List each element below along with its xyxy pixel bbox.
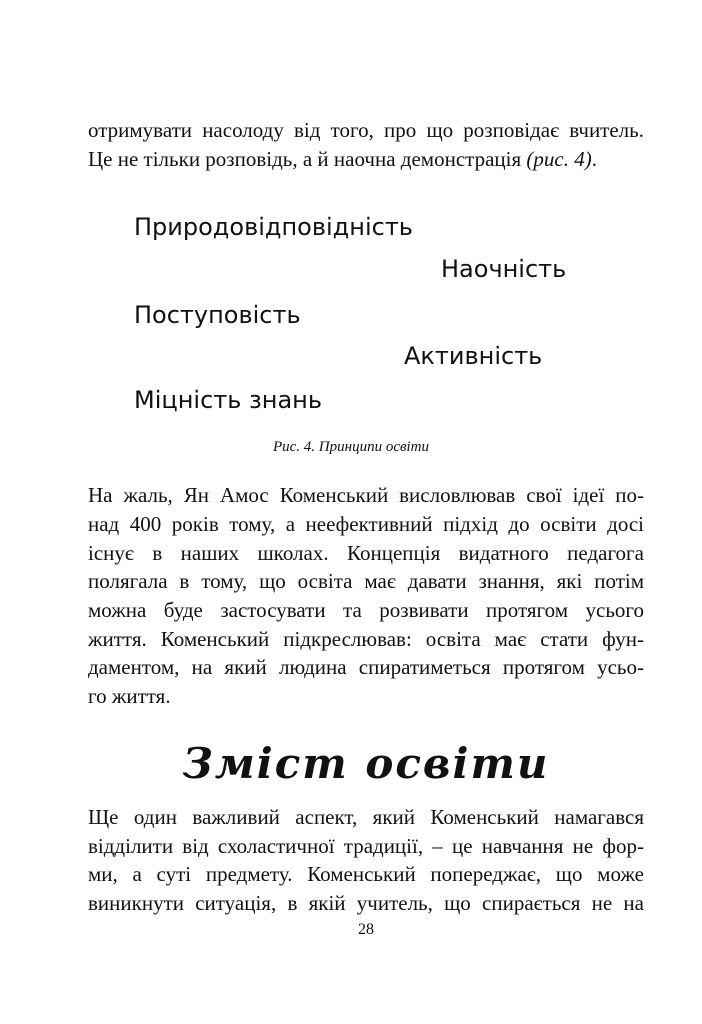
paragraph-line: життя. Коменський підкреслював: освіта має стати фун- bbox=[88, 627, 644, 651]
paragraph-line: відділити від схоластичної традиції, – це навчання не фор- bbox=[88, 834, 644, 858]
paragraph-line: існує в наших школах. Концепція видатного педагога bbox=[88, 541, 644, 565]
paragraph-line: над 400 років тому, а неефективний підхід до освіти досі bbox=[88, 512, 644, 536]
intro-line-2-text: Це не тільки розповідь, а й наочна демонстрація bbox=[88, 147, 527, 171]
intro-line-1: отримувати насолоду від того, про що розповідає вчитель. bbox=[88, 118, 644, 142]
paragraph-line: виникнути ситуація, в якій учитель, що спирається не на bbox=[88, 891, 644, 915]
paragraph-line: го життя. bbox=[88, 684, 171, 708]
paragraph-line: можна буде застосувати та розвивати протягом усього bbox=[88, 598, 644, 622]
principle-naturalness: Природовідповідність bbox=[134, 213, 413, 241]
figure-caption: Рис. 4. Принципи освіти bbox=[272, 439, 429, 455]
intro-line-2-end: . bbox=[591, 147, 597, 171]
paragraph-line: Ще один важливий аспект, який Коменський намагався bbox=[88, 805, 644, 829]
principle-visibility: Наочність bbox=[441, 255, 567, 283]
paragraph-line: полягала в тому, що освіта має давати знання, які потім bbox=[88, 569, 644, 593]
page-number: 28 bbox=[358, 921, 374, 938]
section-heading: Зміст освіти bbox=[182, 739, 550, 788]
paragraph-line: ми, а суті предмету. Коменський попереджає, що може bbox=[88, 862, 644, 886]
figure-reference: (рис. 4) bbox=[526, 147, 592, 171]
intro-line-2 bbox=[88, 145, 644, 173]
principle-gradualness: Поступовість bbox=[134, 301, 301, 329]
principle-activity: Активність bbox=[404, 342, 543, 370]
paragraph-line: На жаль, Ян Амос Коменський висловлював свої ідеї по- bbox=[88, 483, 644, 507]
paragraph-line: даментом, на який людина спиратиметься протягом усьо- bbox=[88, 655, 644, 679]
principle-durability: Міцність знань bbox=[134, 386, 323, 414]
